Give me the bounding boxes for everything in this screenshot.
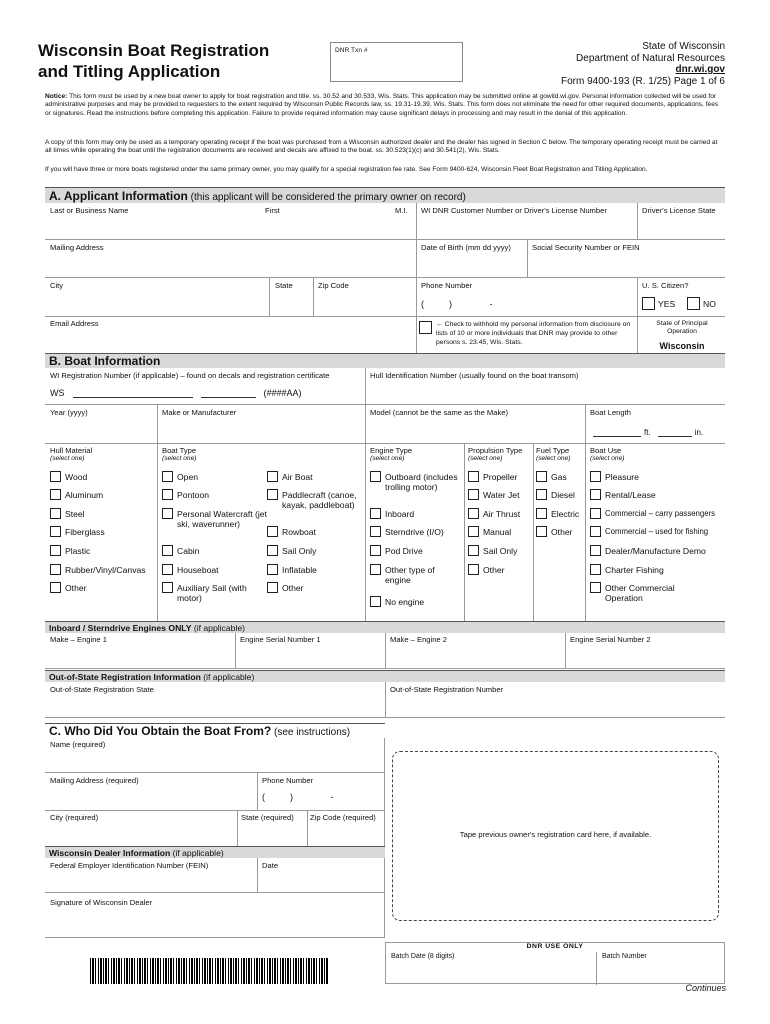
type-other-option[interactable]: Other — [267, 583, 304, 593]
section-a-title: A. Applicant Information — [49, 189, 188, 203]
engine-none-checkbox[interactable] — [370, 596, 381, 607]
dnr-use-label: DNR USE ONLY — [526, 943, 584, 950]
oos-number-label: Out-of-State Registration Number — [390, 685, 504, 694]
prop-propeller-checkbox[interactable] — [468, 471, 479, 482]
hull-plastic-checkbox[interactable] — [50, 545, 61, 556]
prev-owner-zip-input[interactable] — [307, 823, 385, 846]
citizen-yes-option[interactable] — [642, 297, 675, 310]
form-title — [38, 40, 269, 82]
zip-input[interactable] — [313, 291, 416, 316]
oos-header — [45, 670, 725, 682]
engine-outboard-option[interactable]: Outboard (includes trolling motor) — [370, 472, 462, 492]
citizen-no-label: NO — [703, 298, 716, 309]
section-b-grid — [45, 368, 725, 621]
length-label: Boat Length — [590, 408, 631, 417]
section-a-header — [45, 187, 725, 203]
use-rental-option[interactable]: Rental/Lease — [590, 490, 656, 500]
ws-number-input[interactable] — [50, 388, 302, 398]
dnr-use-box — [385, 942, 725, 984]
hull-fiberglass-option[interactable]: Fiberglass — [50, 527, 105, 537]
citizen-label: U. S. Citizen? — [642, 281, 689, 290]
section-c-grid — [45, 738, 385, 938]
section-c-subtitle: (see instructions) — [271, 727, 351, 738]
hull-plastic-option[interactable]: Plastic — [50, 546, 90, 556]
prop-waterjet-option[interactable]: Water Jet — [468, 490, 519, 500]
use-charter-option[interactable]: Charter Fishing — [590, 565, 664, 575]
make-input[interactable] — [157, 418, 365, 443]
use-dealer-demo-checkbox[interactable] — [590, 545, 601, 556]
form-number: Form 9400-193 (R. 1/25) Page 1 of 6 — [561, 75, 725, 87]
batch-number-label: Batch Number — [602, 953, 647, 960]
dealer-date-label: Date — [262, 861, 279, 870]
zip-label: Zip Code — [318, 281, 349, 290]
boat-use-header: Boat Use (select one) — [590, 446, 625, 462]
oos-if-applicable: (if applicable) — [200, 672, 255, 682]
inboard-title: Inboard / Sterndrive Engines ONLY — [49, 623, 192, 633]
type-sail-only-option[interactable]: Sail Only — [267, 546, 316, 556]
prop-sail-checkbox[interactable] — [468, 545, 479, 556]
fuel-type-header: Fuel Type (select one) — [536, 446, 571, 462]
temp-receipt-paragraph: A copy of this form may only be used as a temporary operating receipt if the boat was purchased from a Wisconsin authorized dealer and the dealer has signed in Section C below. The temporary operating receipt must be carried at all times while operating the boat until the registration documents are received and decals are affixed to the boat. ss. 30.523(1)(c) and 30.541(2), Wis. Stats. — [45, 139, 718, 155]
section-b-title: B. Boat Information — [49, 354, 161, 368]
dob-input[interactable] — [416, 253, 527, 277]
fuel-diesel-option[interactable]: Diesel — [536, 490, 575, 500]
oos-state-label: Out-of-State Registration State — [50, 685, 154, 694]
prev-owner-mailing-label: Mailing Address (required) — [50, 776, 139, 785]
hull-fiberglass-checkbox[interactable] — [50, 526, 61, 537]
prev-owner-phone-format[interactable]: ( ) - — [262, 792, 334, 802]
citizen-no-checkbox[interactable] — [687, 297, 700, 310]
use-other-commercial-option[interactable]: Other Commercial Operation — [590, 583, 700, 603]
type-other-checkbox[interactable] — [267, 582, 278, 593]
prev-owner-city-label: City (required) — [50, 813, 99, 822]
wi-reg-label: WI Registration Number (if applicable) – found on decals and registration certificate — [50, 371, 330, 380]
type-pwc-option[interactable]: Personal Watercraft (jet ski, waverunner) — [162, 509, 267, 529]
fuel-other-option[interactable]: Other — [536, 527, 573, 537]
make-label: Make or Manufacturer — [162, 408, 237, 417]
model-label: Model (cannot be the same as the Make) — [370, 408, 509, 417]
mailing-address-label: Mailing Address — [50, 243, 104, 252]
section-a-subtitle: (this applicant will be considered the primary owner on record) — [187, 192, 466, 203]
phone-format[interactable]: ( ) - — [421, 299, 493, 309]
fuel-gas-option[interactable]: Gas — [536, 472, 567, 482]
middle-initial-label: M.I. — [395, 206, 408, 215]
agency-website-link[interactable]: dnr.wi.gov — [675, 64, 725, 75]
fuel-gas-checkbox[interactable] — [536, 471, 547, 482]
dealer-signature-label: Signature of Wisconsin Dealer — [50, 898, 153, 907]
inboard-header — [45, 621, 725, 633]
boat-type-header: Boat Type (select one) — [162, 446, 197, 462]
dl-state-label: Driver's License State — [642, 206, 716, 215]
notice-text: This form must be used by a new boat owner to apply for boat registration and title. ss. 30.52 and 30.533, Wis. Stats. This application may be submitted online at gowild.wi.gov. Personal information collected will be used for administrative purposes and may be provided to requesters to the extent required by Wisconsin Public Records law, ss. 19.31-19.39, Wis. Stats. This form does not eliminate the need for other required documents, applications, fees or signatures. Read the instructions before completing this application. Failure to provide required information may cause significant delays in processing and may result in the denial of this application. — [45, 93, 719, 117]
notice-paragraph — [45, 93, 725, 118]
last-name-input[interactable] — [45, 215, 416, 239]
principal-state-value: Wisconsin — [659, 341, 705, 351]
fuel-other-checkbox[interactable] — [536, 526, 547, 537]
hull-rubber-option[interactable]: Rubber/Vinyl/Canvas — [50, 565, 146, 575]
last-name-label: Last or Business Name — [50, 206, 129, 215]
prop-propeller-option[interactable]: Propeller — [468, 472, 517, 482]
type-sail-only-checkbox[interactable] — [267, 545, 278, 556]
model-input[interactable] — [365, 418, 585, 443]
use-commercial-fishing-option[interactable]: Commercial – used for fishing — [590, 527, 708, 537]
oos-state-input[interactable] — [45, 695, 385, 718]
prev-owner-city-input[interactable] — [45, 823, 237, 846]
continues-label: Continues — [685, 983, 726, 993]
hin-input[interactable] — [365, 380, 725, 404]
engine-outboard-checkbox[interactable] — [370, 471, 381, 482]
use-pleasure-option[interactable]: Pleasure — [590, 472, 639, 482]
use-commercial-fishing-checkbox[interactable] — [590, 526, 601, 537]
prop-waterjet-checkbox[interactable] — [468, 489, 479, 500]
prev-owner-name-label: Name (required) — [50, 740, 106, 749]
dl-state-input[interactable] — [637, 215, 725, 239]
prev-owner-state-input[interactable] — [237, 823, 307, 846]
type-houseboat-checkbox[interactable] — [162, 564, 173, 575]
engine-pod-checkbox[interactable] — [370, 545, 381, 556]
title-line-2: and Titling Application — [38, 62, 221, 81]
citizen-no-option[interactable] — [687, 297, 716, 310]
hull-wood-option[interactable]: Wood — [50, 472, 87, 482]
state-label: State — [275, 281, 293, 290]
use-pleasure-checkbox[interactable] — [590, 471, 601, 482]
type-rowboat-option[interactable]: Rowboat — [267, 527, 316, 537]
use-commercial-passengers-option[interactable]: Commercial – carry passengers — [590, 509, 715, 519]
type-cabin-checkbox[interactable] — [162, 545, 173, 556]
ft-unit: ft. — [644, 428, 651, 437]
type-inflatable-checkbox[interactable] — [267, 564, 278, 575]
type-inflatable-option[interactable]: Inflatable — [267, 565, 317, 575]
tape-card-text: Tape previous owner's registration card here, if available. — [459, 830, 652, 839]
prop-sail-option[interactable]: Sail Only — [468, 546, 517, 556]
mailing-address-input[interactable] — [45, 253, 416, 277]
prop-manual-checkbox[interactable] — [468, 526, 479, 537]
year-label: Year (yyyy) — [50, 408, 88, 417]
prev-owner-state-label: State (required) — [241, 813, 294, 822]
city-input[interactable] — [45, 291, 269, 316]
state-input[interactable] — [269, 291, 313, 316]
oos-grid — [45, 682, 725, 718]
city-label: City — [50, 281, 64, 290]
fuel-diesel-checkbox[interactable] — [536, 489, 547, 500]
oos-number-input[interactable] — [385, 695, 725, 718]
prop-other-option[interactable]: Other — [468, 565, 505, 575]
make-engine1-input[interactable] — [45, 645, 235, 669]
barcode-image — [90, 958, 328, 984]
tape-card-area — [392, 751, 719, 921]
dealer-signature-input[interactable] — [45, 908, 385, 938]
type-paddlecraft-checkbox[interactable] — [267, 489, 278, 500]
type-rowboat-checkbox[interactable] — [267, 526, 278, 537]
serial-engine2-label: Engine Serial Number 2 — [570, 635, 651, 644]
hull-steel-checkbox[interactable] — [50, 508, 61, 519]
ssn-label: Social Security Number or FEIN — [532, 243, 640, 252]
section-c-header — [45, 723, 385, 738]
serial-engine2-input[interactable] — [565, 645, 725, 669]
serial-engine1-input[interactable] — [235, 645, 385, 669]
dealer-fein-input[interactable] — [45, 871, 257, 892]
customer-number-input[interactable] — [416, 215, 637, 239]
dealer-fein-label: Federal Employer Identification Number (FEIN) — [50, 861, 209, 870]
agency-dept: Department of Natural Resources — [576, 52, 725, 64]
dealer-header — [45, 846, 385, 858]
fleet-paragraph: If you will have three or more boats registered under the same primary owner, you may qualify for a special registration fee rate. See Form 9400-624, Wisconsin Fleet Boat Registration and Titling Application. — [45, 166, 648, 173]
withhold-checkbox[interactable] — [419, 321, 432, 334]
withhold-text: ← Check to withhold my personal information from disclosure on lists of 10 or more individuals that DNR may provide to other persons s. 23.45, Wis. Stats. — [436, 321, 631, 346]
batch-date-label: Batch Date (8 digits) — [391, 953, 455, 960]
in-unit: in. — [694, 428, 704, 437]
type-open-checkbox[interactable] — [162, 471, 173, 482]
length-input[interactable] — [593, 428, 703, 437]
type-open-option[interactable]: Open — [162, 472, 198, 482]
dealer-date-input[interactable] — [257, 871, 385, 892]
section-c-title: C. Who Did You Obtain the Boat From? — [49, 724, 272, 738]
engine-inboard-option[interactable]: Inboard — [370, 509, 414, 519]
use-other-commercial-checkbox[interactable] — [590, 582, 601, 593]
section-b-header — [45, 353, 725, 368]
ws-format: (####AA) — [263, 388, 302, 398]
hull-other-option[interactable]: Other — [50, 583, 87, 593]
type-airboat-checkbox[interactable] — [267, 471, 278, 482]
dnr-txn-box[interactable] — [330, 42, 463, 82]
make-engine2-input[interactable] — [385, 645, 565, 669]
type-airboat-option[interactable]: Air Boat — [267, 472, 313, 482]
engine-other-option[interactable]: Other type of engine — [370, 565, 450, 585]
inboard-grid — [45, 633, 725, 669]
agency-block — [561, 41, 725, 87]
hull-rubber-checkbox[interactable] — [50, 564, 61, 575]
prev-owner-name-input[interactable] — [45, 750, 385, 772]
email-input[interactable] — [45, 329, 416, 353]
customer-number-label: WI DNR Customer Number or Driver's License Number — [421, 206, 607, 215]
hull-aluminum-option[interactable]: Aluminum — [50, 490, 103, 500]
phone-label: Phone Number — [421, 281, 473, 290]
engine-type-header: Engine Type (select one) — [370, 446, 413, 462]
dealer-subtitle: (if applicable) — [170, 848, 224, 858]
type-pontoon-option[interactable]: Pontoon — [162, 490, 209, 500]
engine-sterndrive-option[interactable]: Sterndrive (I/O) — [370, 527, 444, 537]
type-houseboat-option[interactable]: Houseboat — [162, 565, 219, 575]
prev-owner-mailing-input[interactable] — [45, 786, 257, 810]
hull-other-checkbox[interactable] — [50, 582, 61, 593]
engine-sterndrive-checkbox[interactable] — [370, 526, 381, 537]
dealer-title: Wisconsin Dealer Information — [49, 848, 171, 858]
engine-inboard-checkbox[interactable] — [370, 508, 381, 519]
year-input[interactable] — [45, 418, 157, 443]
hin-label: Hull Identification Number (usually found on the boat transom) — [370, 371, 579, 380]
agency-state: State of Wisconsin — [642, 41, 725, 52]
engine-other-checkbox[interactable] — [370, 564, 381, 575]
oos-title: Out-of-State Registration Information — [49, 672, 201, 682]
ssn-input[interactable] — [527, 253, 725, 277]
email-label: Email Address — [50, 319, 99, 328]
use-commercial-passengers-checkbox[interactable] — [590, 508, 601, 519]
prop-airthrust-checkbox[interactable] — [468, 508, 479, 519]
principal-state-label: State of Principal Operation — [656, 320, 708, 335]
hull-aluminum-checkbox[interactable] — [50, 489, 61, 500]
fuel-electric-checkbox[interactable] — [536, 508, 547, 519]
section-a-grid — [45, 203, 725, 353]
dnr-txn-label: DNR Txn # — [335, 47, 368, 54]
prev-owner-zip-label: Zip Code (required) — [310, 813, 376, 822]
notice-label: Notice: — [45, 93, 68, 100]
use-dealer-demo-option[interactable]: Dealer/Manufacture Demo — [590, 546, 706, 556]
fuel-electric-option[interactable]: Electric — [536, 509, 579, 519]
type-pwc-checkbox[interactable] — [162, 508, 173, 519]
use-charter-checkbox[interactable] — [590, 564, 601, 575]
title-line-1: Wisconsin Boat Registration — [38, 41, 270, 60]
engine-none-option[interactable]: No engine — [370, 597, 424, 607]
type-cabin-option[interactable]: Cabin — [162, 546, 199, 556]
citizen-yes-checkbox[interactable] — [642, 297, 655, 310]
engine-pod-option[interactable]: Pod Drive — [370, 546, 423, 556]
prop-airthrust-option[interactable]: Air Thrust — [468, 509, 520, 519]
prop-manual-option[interactable]: Manual — [468, 527, 511, 537]
use-rental-checkbox[interactable] — [590, 489, 601, 500]
serial-engine1-label: Engine Serial Number 1 — [240, 635, 321, 644]
dob-label: Date of Birth (mm dd yyyy) — [421, 243, 511, 252]
hull-wood-checkbox[interactable] — [50, 471, 61, 482]
hull-steel-option[interactable]: Steel — [50, 509, 85, 519]
first-name-label: First — [265, 206, 280, 215]
propulsion-header: Propulsion Type (select one) — [468, 446, 523, 462]
type-paddlecraft-option[interactable]: Paddlecraft (canoe, kayak, paddleboat) — [267, 490, 363, 510]
make-engine2-label: Make – Engine 2 — [390, 635, 447, 644]
citizen-yes-label: YES — [658, 298, 676, 309]
prev-owner-phone-label: Phone Number — [262, 776, 314, 785]
type-pontoon-checkbox[interactable] — [162, 489, 173, 500]
type-aux-sail-option[interactable]: Auxiliary Sail (with motor) — [162, 583, 252, 603]
make-engine1-label: Make – Engine 1 — [50, 635, 107, 644]
type-aux-sail-checkbox[interactable] — [162, 582, 173, 593]
ws-prefix: WS — [50, 388, 65, 398]
hull-material-header: Hull Material (select one) — [50, 446, 93, 462]
prop-other-checkbox[interactable] — [468, 564, 479, 575]
inboard-if-applicable: (if applicable) — [191, 623, 245, 633]
